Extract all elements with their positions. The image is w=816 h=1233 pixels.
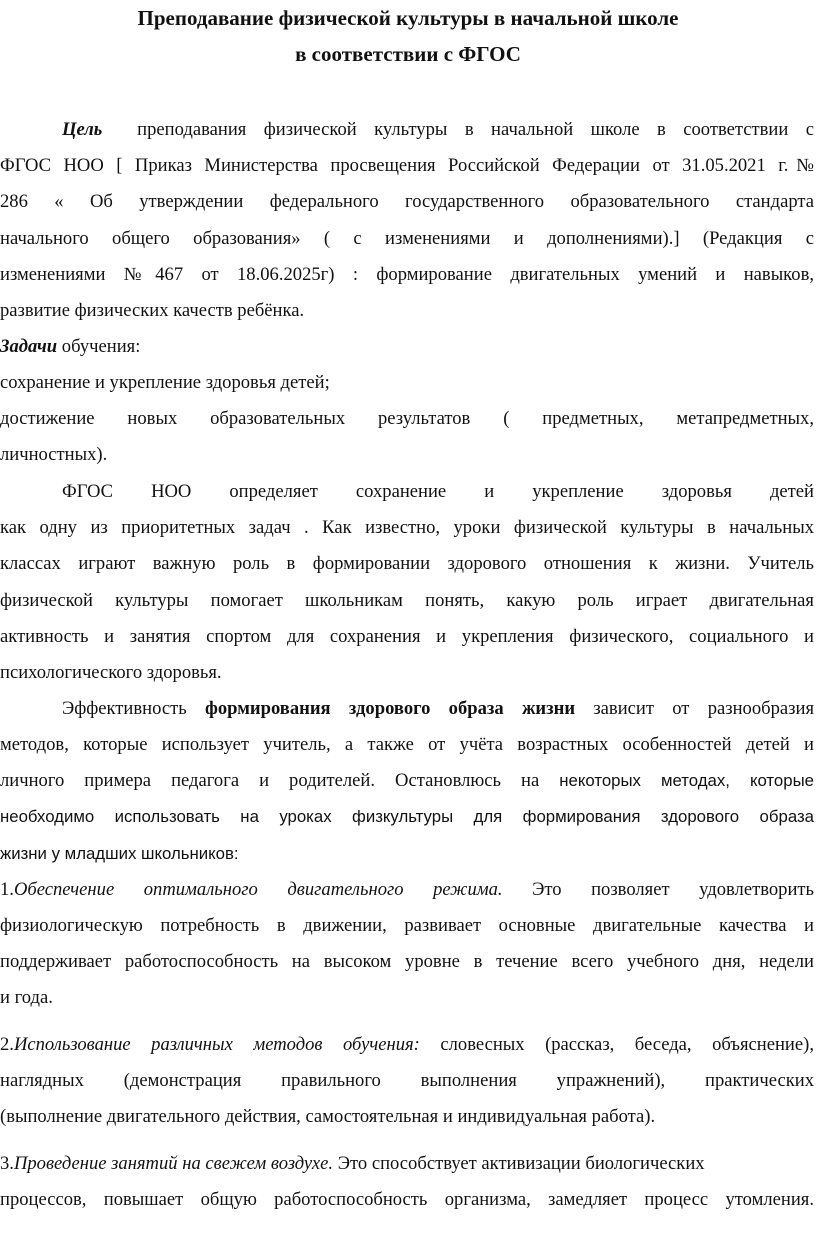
document-subtitle: в соответствии с ФГОС — [295, 42, 521, 66]
goal-label: Цель — [62, 119, 103, 140]
tasks-item-2-line-1: достижение новых образовательных результатов ( предметных, метапредметных, — [0, 408, 814, 429]
goal-line-1: Цель преподавания физической культуры в начальной школе в соответствии с — [62, 119, 814, 140]
item-1-line-1: 1.Обеспечение оптимального двигательного режима. Это позволяет удовлетворить — [0, 879, 814, 900]
goal-line-4: начального общего образования» ( с изменениями и дополнениями).] (Редакция с — [0, 228, 814, 249]
item-3-line-1: 3.Проведение занятий на свежем воздухе. Это способствует активизации биологических — [0, 1153, 705, 1174]
item-2-line-2: наглядных (демонстрация правильного выполнения упражнений), практических — [0, 1070, 814, 1091]
item-1-line-4: и года. — [0, 987, 53, 1008]
fgos-line-1: ФГОС НОО определяет сохранение и укрепление здоровья детей — [62, 481, 814, 502]
item-2-title: Использование различных методов обучения: — [13, 1034, 420, 1055]
eff-line-4: необходимо использовать на уроках физкультуры для формирования здорового образа — [0, 807, 814, 826]
tasks-heading: Задачи обучения: — [0, 336, 141, 357]
item-2-line-3: (выполнение двигательного действия, самостоятельная и индивидуальная работа). — [0, 1106, 656, 1127]
eff-bold-phrase: формирования здорового образа жизни — [205, 698, 576, 719]
goal-line-3: 286 « Об утверждении федерального государственного образовательного стандарта — [0, 191, 814, 212]
item-3-title: Проведение занятий на свежем воздухе. — [13, 1153, 334, 1174]
goal-line-2: ФГОС НОО [ Приказ Министерства просвещения Российской Федерации от 31.05.2021 г.№ — [0, 155, 814, 176]
fgos-line-5: активность и занятия спортом для сохранения и укрепления физического, социального и — [0, 626, 814, 647]
fgos-line-4: физической культуры помогает школьникам понять, какую роль играет двигательная — [0, 590, 814, 611]
tasks-item-1: сохранение и укрепление здоровья детей; — [0, 372, 330, 393]
goal-line-6: развитие физических качеств ребёнка. — [0, 300, 305, 321]
eff-line-1: Эффективность формирования здорового образа жизни зависит от разнообразия — [62, 698, 815, 719]
item-2-line-1: 2.Использование различных методов обучения: словесных (рассказ, беседа, объяснение), — [0, 1034, 814, 1055]
tasks-label: Задачи — [0, 336, 58, 357]
fgos-line-6: психологического здоровья. — [0, 662, 222, 683]
goal-line-5: изменениями №467 от 18.06.2025г) : формирование двигательных умений и навыков, — [0, 264, 814, 285]
eff-line-5: жизни у младших школьников: — [0, 844, 239, 863]
item-3-line-2: процессов, повышает общую работоспособность организма, замедляет процесс утомления. — [0, 1189, 814, 1210]
tasks-item-2-line-2: личностных). — [0, 444, 108, 465]
eff-line-2: методов, которые использует учитель, а также от учёта возрастных особенностей детей и — [0, 734, 814, 755]
item-1-title: Обеспечение оптимального двигательного режима. — [13, 879, 503, 900]
eff-line-3: личного примера педагога и родителей. Остановлюсь на некоторых методах, которые — [0, 770, 814, 791]
fgos-line-3: классах играют важную роль в формировании здорового отношения к жизни. Учитель — [0, 553, 814, 574]
fgos-line-2: как одну из приоритетных задач . Как известно, уроки физической культуры в начальных — [0, 517, 814, 538]
item-1-line-2: физиологическую потребность в движении, развивает основные двигательные качества и — [0, 915, 814, 936]
item-1-line-3: поддерживает работоспособность на высоком уровне в течение всего учебного дня, недели — [0, 951, 814, 972]
document-title: Преподавание физической культуры в начальной школе — [137, 6, 679, 30]
